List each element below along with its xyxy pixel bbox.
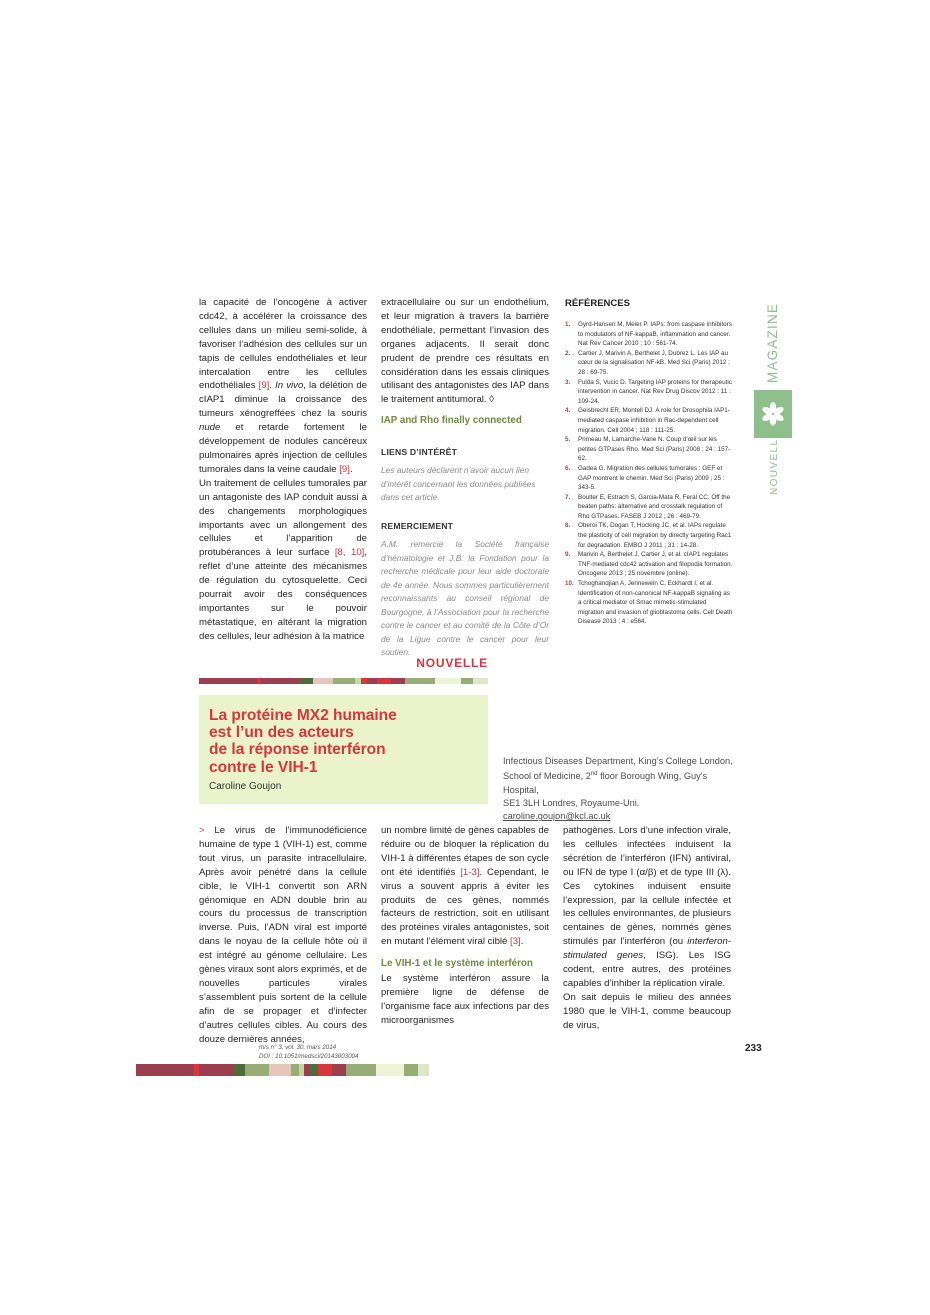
subtitle-en: IAP and Rho finally connected <box>381 415 522 427</box>
footer-journal: m/s n° 3, vol. 30, mars 2014 <box>259 1044 337 1051</box>
affiliation-line-3: SE1 3LH Londres, Royaume-Uni. <box>503 797 640 808</box>
italic-run: nude <box>199 422 221 434</box>
remerciement-text: A.M. remercie la Société française d’hématologie et J.B. la Fondation pour la recherche médicale pour leur aide doctorale de 4e année. Nous sommes particulièrement reconnaissants au conseil régional de Bourgogne, à l’Association pour la recherche contre le cancer et au comité de la Côte d’Or de la Ligue contre le cancer pour leur soutien. <box>381 539 549 658</box>
color-band-top <box>199 678 488 684</box>
reference-number: 4. <box>565 407 571 415</box>
top-col-1-para-1 <box>199 296 367 477</box>
new-col-1 <box>199 824 367 1047</box>
reference-text: Tchoghandjian A, Jennewein C, Eckhardt I, et al. Identification of non-canonical NF-kappaB signaling as a critical mediator of Smac mimetic-stimulated migration and invasion of glioblastoma cells. Cell Death Disease 2013 ; 4 : e564. <box>578 580 733 626</box>
ref-marker: > <box>199 825 215 836</box>
reference-item <box>565 406 733 435</box>
text-run: Le virus de l’immunodéficience humaine de type 1 (VIH-1) est, comme tout virus, un parasite intracellulaire. Après avoir pénétré dans la cellule cible, le VIH-1 convertit son ARN génomique en ADN double brin au cours du processus de transcription inverse. Puis, l’ADN viral est importé dans le noyau de la cellule hôte où il est intégré au génome cellulaire. Les gènes viraux sont alors exprimés, et de nouvelles particules virales s’assemblent puis sortent de la cellule afin de se propager et d’infecter d’autres cellules cibles. Au cours des douze dernières années, <box>199 825 367 1045</box>
email-link[interactable] <box>503 810 743 823</box>
new-col-2-text <box>381 824 549 949</box>
text-run: , la délétion de cIAP1 diminue la croissance des tumeurs xénogreffées chez la souris <box>199 380 367 420</box>
footer-doi <box>259 1053 358 1060</box>
reference-item <box>565 579 733 627</box>
affiliation <box>503 755 743 824</box>
reference-number: 7. <box>565 493 571 501</box>
page-number: 233 <box>745 1043 762 1054</box>
nouvelle-label: NOUVELLE <box>416 656 488 670</box>
magazine-label: MAGAZINE <box>765 302 780 383</box>
text-run: . <box>349 463 353 475</box>
reference-item <box>565 521 733 550</box>
new-col-3-text <box>563 824 731 991</box>
new-col-3-text-b: On sait depuis le milieu des années 1980 que le VIH-1, comme beaucoup de virus, <box>563 991 731 1031</box>
text-run: . <box>520 936 524 948</box>
liens-title: LIENS D’INTÉRÊT <box>381 447 458 458</box>
top-col-1-para-2 <box>199 477 367 644</box>
new-col-3 <box>563 824 731 1033</box>
reference-number: 1. <box>565 321 571 328</box>
reference-text: Gadea G. Migration des cellules tumorales : GEF et GAP montrent le chemin. Med Sci (Paris) 2009 ; 25 : 343-5. <box>578 464 725 492</box>
email-anchor[interactable]: caroline.goujon@kcl.ac.uk <box>503 811 611 822</box>
reference-number: 8. <box>565 522 571 530</box>
title-line-2: est l’un des acteurs <box>209 724 354 742</box>
author: Caroline Goujon <box>209 781 282 792</box>
title-line-3: de la réponse interféron <box>209 741 386 759</box>
affiliation-line-2: School of Medicine, 2nd floor Borough Wing, Guy’s Hospital, <box>503 771 708 795</box>
footer-doi-text[interactable]: DOI : 10.1051/medsci/20143003004 <box>259 1053 359 1060</box>
reference-text: Boulter E, Estrach S, Garcia-Mata R, Feral CC. Off the beaten paths: alternative and crosstalk regulation of Rho GTPases. FASEB J 2012 ; 26 : 469-79. <box>578 493 731 520</box>
references-list <box>565 320 733 627</box>
references-title: RÉFÉRENCES <box>565 298 630 309</box>
text-run: , reflet d’une atteinte des mécanismes de régulation du cytosquelette. Ceci pourrait avoir des conséquences importantes sur le pouvoir métastatique, en altérant la migration des cellules, leur adhésion à la matrice <box>199 547 368 642</box>
reference-item <box>565 493 733 522</box>
top-col-1 <box>199 296 367 644</box>
section-heading-vih: Le VIH-1 et le système interféron <box>381 958 533 970</box>
liens-text: Les auteurs déclarent n’avoir aucun lien d’intérêt concernant les données publiées dans cet article. <box>381 465 536 503</box>
title-line-1: La protéine MX2 humaine <box>209 707 397 724</box>
reference-text: Fulda S, Vucic D. Targeting IAP proteins for therapeutic intervention in cancer. Nat Rev Drug Discov 2012 ; 11 : 109-24. <box>578 378 732 405</box>
ref-marker[interactable]: [3] <box>510 936 521 948</box>
new-col-1-text <box>199 824 367 1047</box>
top-col-2-text: extracellulaire ou sur un endothélium, et leur migration à travers la barrière endothéliale, permettant l’invasion des organes adjacents. Il serait donc prudent de prendre ces résultats en considération dans les essais cliniques utilisant des antagonistes des IAP dans le traitement antitumoral. ◊ <box>381 297 549 406</box>
reference-number: 9. <box>565 551 571 559</box>
ref-marker[interactable]: [1-3] <box>460 866 480 878</box>
reference-text: Gyrd-Hansen M, Meier P. IAPs: from caspase inhibitors to modulators of NF-kappaB, inflammation and cancer. Nat Rev Cancer 2010 ; 10 : 561-74. <box>578 321 732 348</box>
title-box <box>199 695 488 804</box>
text-run: la capacité de l’oncogène à activer cdc42, à accélérer la croissance des cellules dans un milieu semi-solide, à favoriser l’adhésion des cellules sur un tapis de cellules endothéliales et leur intercalation entre les cellules endothéliales <box>199 297 367 392</box>
reference-number: 3. <box>565 378 571 386</box>
reference-number: 10. <box>565 580 574 588</box>
new-col-2 <box>381 824 549 1028</box>
reference-item <box>565 464 733 493</box>
reference-text: Oberoi TK, Dogan T, Hocking JC, et al. IAPs regulate the plasticity of cell migration by directly targeting Rac1 for degradation. EMBO J 2011 ; 31 : 14-28. <box>578 522 732 549</box>
text-run: pathogènes. Lors d’une infection virale, les cellules infectées induisent la sécrétion de l’interféron (IFN) antiviral, ou IFN de type I (α/β) et de type III (λ). Ces cytokines induisent ensuite l’expression, par la cellule infectée et les cellules environnantes, de plusieurs centaines de gènes, nommés gènes stimulés par l’interféron (ou <box>563 825 731 948</box>
reference-text: Primeau M, Lamarche-Vane N. Coup d’œil sur les petites GTPases Rho. Med Sci (Paris) 2008 ; 24 : 157-62. <box>578 436 731 463</box>
reference-number: 2. <box>565 349 571 357</box>
new-col-2-text-b: Le système interféron assure la première ligne de défense de l’organisme face aux infections par des microorganismes <box>381 973 549 1026</box>
references <box>565 298 733 627</box>
top-col-2 <box>381 296 549 660</box>
reference-item <box>565 550 733 579</box>
reference-item <box>565 349 733 378</box>
text-run: et retarde fortement le développement de nodules cancéreux pulmonaires après injection de cellules tumorales dans la veine caudale <box>199 422 367 475</box>
text-run: . <box>269 380 276 392</box>
ref-marker[interactable]: [8, 10] <box>334 547 365 559</box>
affiliation-line-1: Infectious Diseases Department, King’s College London, <box>503 756 733 766</box>
reference-item <box>565 378 733 407</box>
text-run: , ISG). Les ISG codent, entre autres, des protéines capables d’inhiber la réplication virale. <box>563 950 732 989</box>
color-band-bottom <box>136 1064 429 1078</box>
remerciement-title: REMERCIEMENT <box>381 520 454 531</box>
reference-text: Cartier J, Marivin A, Berthelet J, Dubrez L. Les IAP au cœur de la signalisation NF-kB. Med Sci (Paris) 2012 ; 28 : 69-75. <box>578 349 730 376</box>
nouvelles-label: NOUVELLES <box>769 422 780 495</box>
reference-text: Marivin A, Berthelet J, Cartier J, et al. cIAP1 regulates TNF-mediated cdc42 activation and filopodia formation. Oncogene 2013 ; 25 novembre (online). <box>578 551 733 578</box>
title-line-4: contre le VIH-1 <box>209 758 318 776</box>
reference-item <box>565 435 733 464</box>
reference-number: 6. <box>565 464 571 472</box>
reference-text: Geisbrecht ER, Montell DJ. A role for Drosophila IAP1-mediated caspase inhibition in Rac-dependent cell migration. Cell 2004 ; 118 : 111-25. <box>578 407 730 434</box>
italic-run: interferon-stimulated genes <box>563 936 731 962</box>
article-title <box>209 707 397 776</box>
reference-item <box>565 320 733 349</box>
reference-number: 5. <box>565 436 571 444</box>
text-run: . Cependant, le virus a souvent appris à éviter les produits de ces gènes, nommés facteurs de restriction, soit en utilisant des protéines virales antagonistes, soit en mutant l’élément viral ciblé <box>381 866 549 948</box>
italic-run: In vivo <box>275 380 304 392</box>
ref-marker[interactable]: [9] <box>339 463 350 475</box>
text-run: un nombre limité de gènes capables de réduire ou de bloquer la réplication du VIH-1 à différentes étapes de son cycle ont été identifiés <box>381 825 549 878</box>
text-run: Un traitement de cellules tumorales par un antagoniste des IAP conduit aussi à des changements morphologiques importants avec un allongement des cellules et l’apparition de protubérances à leur surface <box>199 477 367 559</box>
ref-marker[interactable]: [9] <box>258 380 270 392</box>
